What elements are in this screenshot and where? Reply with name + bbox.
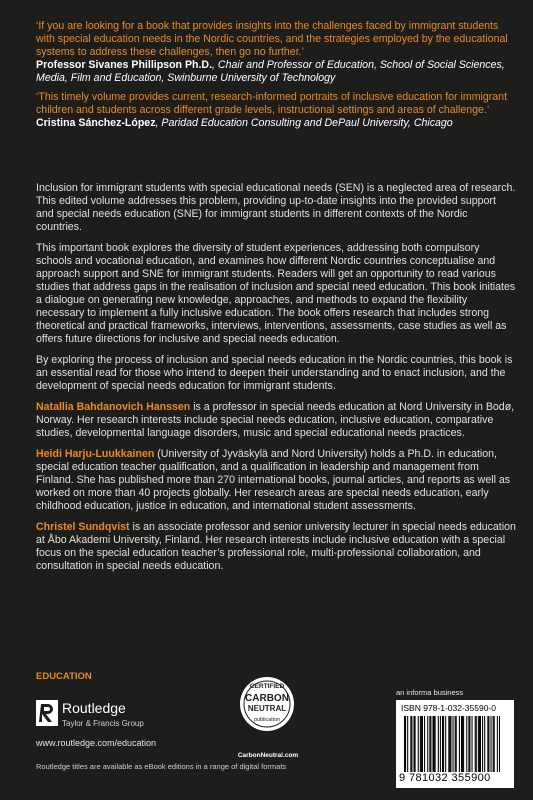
description-paragraph-1: Inclusion for immigrant students with special educational needs (SEN) is a neglected area of research. This edited volume addresses this problem, providing up-to-date insights into the provided support and special needs education (SNE) for immigrant students in different contexts of the Nordic countries. xyxy=(36,182,516,233)
description-section xyxy=(36,182,516,581)
barcode-bar xyxy=(432,716,433,772)
barcode-bar xyxy=(427,716,428,772)
barcode-bar xyxy=(461,716,462,772)
routledge-logo-icon xyxy=(36,700,58,726)
barcode-bars-icon xyxy=(404,716,500,772)
praise-attribution-1 xyxy=(36,59,516,85)
barcode-bar xyxy=(434,716,435,772)
author-bio-text-2: (University of Jyväskylä and Nord University) holds a Ph.D. in education, special education teacher qualification, and a qualification in leadership and management from Finland. She has published more than 270 international books, journal articles, and reports as well as worked on more than 40 projects globally. Her research areas are special needs education, early childhood education, justice in education, and international student assessments. xyxy=(36,448,511,512)
barcode-bar xyxy=(413,716,414,772)
carbon-line-1: CERTIFIED xyxy=(249,683,285,690)
barcode-bar xyxy=(468,716,469,772)
barcode-bar xyxy=(479,716,480,772)
barcode-bar xyxy=(478,716,479,772)
barcode-digits: 9 781032 355900 xyxy=(399,772,491,784)
author-name-1: Natallia Bahdanovich Hanssen xyxy=(36,401,191,413)
carbon-line-4: publication xyxy=(253,717,281,723)
barcode-bar xyxy=(475,716,476,772)
praise-section xyxy=(36,20,516,136)
informa-note: an informa business xyxy=(396,688,464,697)
praise-affiliation-2: , Paridad Education Consulting and DePaul University, Chicago xyxy=(155,117,453,129)
publisher-block xyxy=(36,700,236,750)
ebook-note: Routledge titles are available as eBook editions in a range of digital formats xyxy=(36,762,287,771)
barcode-bar xyxy=(443,716,444,772)
barcode-bar xyxy=(494,716,495,772)
barcode-bar xyxy=(459,716,460,772)
author-bio-text-1: is a professor in special needs education at Nord University in Bodø, Norway. Her research interests include special needs education, inclusive education, comparative studies, developmental language disorders, music and special educational needs practices. xyxy=(36,401,515,439)
author-bio-1 xyxy=(36,401,516,440)
author-bio-2 xyxy=(36,448,516,513)
barcode-bar xyxy=(420,716,421,772)
praise-name-2: Cristina Sánchez-López xyxy=(36,117,156,129)
barcode-bar xyxy=(449,716,450,772)
barcode-bar xyxy=(499,716,500,772)
barcode-bar xyxy=(455,716,456,772)
barcode-bar xyxy=(429,716,430,772)
barcode-bar xyxy=(493,716,494,772)
description-paragraph-3: By exploring the process of inclusion and special needs education in the Nordic countries, this book is an essential read for those who intend to deepen their understanding and to enact inclusion, and the development of special needs education for immigrant students. xyxy=(36,354,513,392)
author-bio-text-3: is an associate professor and senior university lecturer in special needs education at Åbo Akademi University, Finland. Her research interests include inclusive education with a special focus on the special education teacher’s professional role, multi-professional collaboration, and consultation in special needs education. xyxy=(36,521,516,572)
barcode-bar xyxy=(456,716,457,772)
barcode-bar xyxy=(415,716,416,772)
barcode-bar xyxy=(440,716,441,772)
barcode-bar xyxy=(487,716,488,772)
publisher-group: Taylor & Francis Group xyxy=(62,719,144,728)
barcode-bar xyxy=(480,716,481,772)
barcode-bar xyxy=(450,716,451,772)
carbon-line-2: CARBON xyxy=(245,693,289,704)
barcode-bar xyxy=(435,716,436,772)
praise-attribution-2 xyxy=(36,117,516,130)
praise-name-1: Professor Sivanes Phillipson Ph.D. xyxy=(36,59,213,71)
barcode-bar xyxy=(484,716,485,772)
barcode-bar xyxy=(410,716,411,772)
barcode-bar xyxy=(453,716,454,772)
carbon-neutral-site: CarbonNeutral.com xyxy=(237,752,299,759)
carbon-neutral-badge-icon xyxy=(232,672,302,762)
barcode-bar xyxy=(422,716,423,772)
barcode-bar xyxy=(430,716,431,772)
author-name-3: Christel Sundqvist xyxy=(36,521,130,533)
isbn-label: ISBN 978-1-032-35590-0 xyxy=(401,703,496,713)
barcode-bar xyxy=(472,716,473,772)
barcode-bar xyxy=(445,716,446,772)
barcode-bar xyxy=(438,716,439,772)
barcode-bar xyxy=(482,716,483,772)
barcode-bar xyxy=(469,716,470,772)
barcode-bar xyxy=(476,716,477,772)
barcode-bar xyxy=(424,716,425,772)
author-bio-3 xyxy=(36,521,516,573)
subject-category: EDUCATION xyxy=(36,671,92,682)
barcode-bar xyxy=(497,716,498,772)
publisher-name: Routledge xyxy=(62,700,126,716)
praise-quote-1: ‘If you are looking for a book that provides insights into the challenges faced by immigrant students with special education needs in the Nordic countries, and the strategies employed by the educational systems to address these challenges, then go no further.’ xyxy=(36,20,508,58)
praise-quote-2: ‘This timely volume provides current, research-informed portraits of inclusive education for immigrant children and students across different grade levels, instructional settings and areas of challenge.’ xyxy=(36,91,508,116)
barcode-bar xyxy=(466,716,467,772)
isbn-barcode xyxy=(396,700,514,788)
barcode-bar xyxy=(488,716,489,772)
barcode-bar xyxy=(418,716,419,772)
barcode-bar xyxy=(407,716,408,772)
praise-affiliation-1: , Chair and Professor of Education, School of Social Sciences, Media, Film and Education, Swinburne University of Technology xyxy=(36,59,505,84)
barcode-bar xyxy=(448,716,449,772)
barcode-bar xyxy=(421,716,422,772)
description-paragraph-2: This important book explores the diversity of student experiences, addressing both compulsory schools and vocational education, and examines how different Nordic countries conceptualise and approach support and SNE for immigrant students. Readers will get an opportunity to read various studies that address gaps in the realisation of inclusion and special need education. This book initiates a dialogue on generating new knowledge, approaches, and methods to expand the flexibility necessary to implement a fully inclusive education. The book offers research that includes strong theoretical and practical frameworks, interviews, interventions, assessments, case studies as well as offers future directions for inclusive and special needs education. xyxy=(36,242,516,345)
publisher-url[interactable]: www.routledge.com/education xyxy=(36,738,157,748)
barcode-bar xyxy=(442,716,443,772)
barcode-bar xyxy=(405,716,406,772)
barcode-bar xyxy=(491,716,492,772)
barcode-bar xyxy=(404,716,405,772)
barcode-bar xyxy=(463,716,464,772)
carbon-line-3: NEUTRAL xyxy=(247,704,287,713)
barcode-bar xyxy=(411,716,412,772)
author-name-2: Heidi Harju-Luukkainen xyxy=(36,448,155,460)
barcode-bar xyxy=(462,716,463,772)
